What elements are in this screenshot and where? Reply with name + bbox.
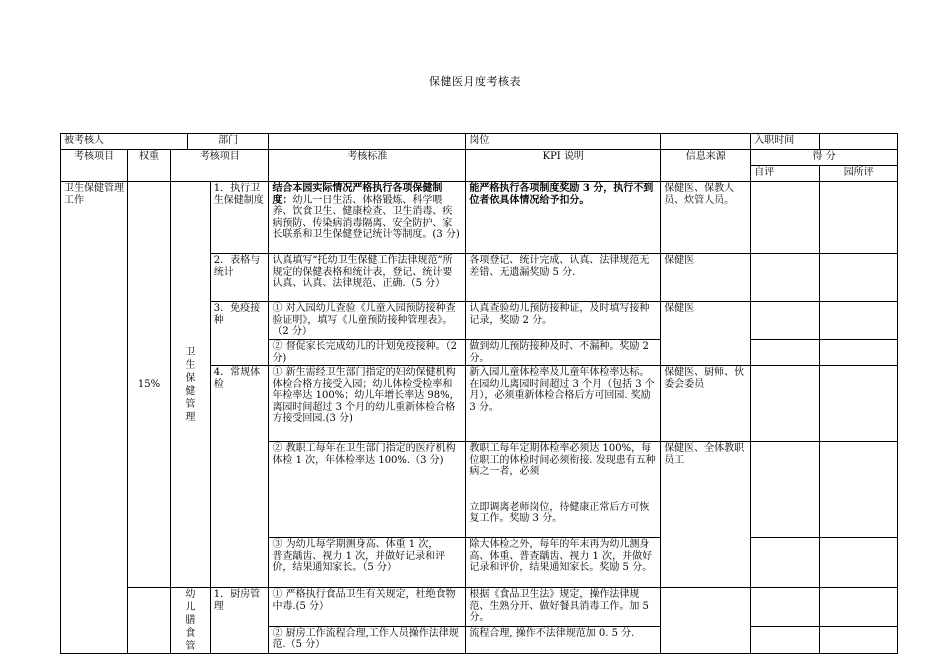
col-kpi: KPI 说明 <box>466 150 661 182</box>
garden-score-cell[interactable] <box>820 366 898 442</box>
col-standard: 考核标准 <box>269 150 466 182</box>
kpi-cell: 新入园儿童体检率及儿童年体检率达标。 在园幼儿离园时间超过 3 个月（包括 3 个月），必须重新体检合格后方可回园. 奖励 3 分。 <box>466 366 661 442</box>
item-cell: 1．厨房管理 <box>210 588 269 654</box>
kpi-text-1: 教职工每年定期体检率必须达 100%，每位职工的体检时间必须衔接. 发现患有五种病之一者，必须 <box>469 443 656 477</box>
position-label: 岗位 <box>466 134 661 150</box>
entry-time-value[interactable] <box>820 134 898 150</box>
item-cell: 1．执行卫生保健制度 <box>210 182 269 254</box>
standard-cell: ② 厨房工作流程合理,工作人员操作法律规范.（5 分） <box>269 626 466 653</box>
column-header-row <box>61 150 898 166</box>
col-item: 考核项目 <box>61 150 128 182</box>
position-value[interactable] <box>661 134 751 150</box>
standard-text: 幼儿一日生活、体格锻炼、科学喂养、饮食卫生、健康检查、卫生消毒、疾病预防、传染病消毒隔离、安全防护、家长联系和卫生保健登记统计等制度。(3 分) <box>272 194 460 240</box>
standard-cell: ② 教职工每年在卫生部门指定的医疗机构体检 1 次，年体检率达 100%.（3 分) <box>269 442 466 538</box>
standard-cell: ② 督促家长完成幼儿的计划免疫接种。（2 分) <box>269 340 466 366</box>
kpi-cell: 能严格执行各项制度奖励 3 分，执行不到位者依具体情况给予扣分。 <box>466 182 661 254</box>
kpi-cell: 根据《食品卫生法》规定，操作法律规范、生熟分开、做好餐具消毒工作。加 5 分。 <box>466 588 661 627</box>
col-score: 得 分 <box>751 150 898 166</box>
item-cell: 2．表格与统计 <box>210 254 269 302</box>
self-score-cell[interactable] <box>751 588 820 627</box>
standard-cell: 认真填写“托幼卫生保健工作法律规范”所规定的保健表格和统计表，登记、统计要认真、认真、法律规范、正确.（5 分） <box>269 254 466 302</box>
standard-cell: ③ 为幼儿每学期测身高、体重 1 次， 普查龋齿、视力 1 次，并做好记录和评价，结果通知家长。（5 分） <box>269 538 466 588</box>
header-row <box>61 134 898 150</box>
kpi-cell: 除大体检之外，每年的年末再为幼儿测身高、体重、普查龋齿、视力 1 次，并做好记录和评价，结果通知家长。奖励 5 分。 <box>466 538 661 588</box>
department-label: 部门 <box>187 134 269 150</box>
assessee-label: 被考核人 <box>61 134 188 150</box>
weight-cell-2 <box>128 588 171 654</box>
kpi-cell: 做到幼儿预防接种及时、不漏种。奖励 2 分。 <box>466 340 661 366</box>
self-score-cell[interactable] <box>751 340 820 366</box>
col-weight: 权重 <box>128 150 171 182</box>
col-source: 信息来源 <box>661 150 751 182</box>
table-row <box>61 588 898 627</box>
item-cell: 4．常规体检 <box>210 366 269 588</box>
kpi-cell: 流程合理, 操作不法律规范加 0. 5 分. <box>466 626 661 653</box>
col-garden: 园所评 <box>820 166 898 182</box>
self-score-cell[interactable] <box>751 626 820 653</box>
source-cell: 保健医、全体教职员工 <box>661 442 751 588</box>
garden-score-cell[interactable] <box>820 182 898 254</box>
self-score-cell[interactable] <box>751 366 820 442</box>
self-score-cell[interactable] <box>751 538 820 588</box>
kpi-text-2: 立即调离老师岗位，待健康正常后方可恢复工作。奖励 3 分。 <box>469 501 650 524</box>
self-score-cell[interactable] <box>751 254 820 302</box>
standard-bold: 结合本园实际情况严格执行各项保健制度： <box>272 183 443 206</box>
standard-cell: ① 严格执行食品卫生有关规定，杜绝食物中毒.(5 分） <box>269 588 466 627</box>
kpi-cell: 认真查验幼儿预防接种证，及时填写接种记录，奖励 2 分。 <box>466 302 661 340</box>
garden-score-cell[interactable] <box>820 340 898 366</box>
garden-score-cell[interactable] <box>820 254 898 302</box>
assessment-table <box>60 133 898 654</box>
col-self: 自评 <box>751 166 820 182</box>
kpi-cell <box>466 442 661 538</box>
sub-category-label: 卫生保健管理 <box>185 346 196 423</box>
self-score-cell[interactable] <box>751 182 820 254</box>
garden-score-cell[interactable] <box>820 302 898 340</box>
sub-category-label-2: 幼儿膳食管 <box>185 589 196 652</box>
source-cell: 保健医 <box>661 302 751 366</box>
sub-category-cell-2 <box>170 588 210 654</box>
source-cell <box>661 588 751 654</box>
weight-cell: 15% <box>128 182 171 588</box>
category-cell: 卫生保健管理工作 <box>61 182 128 654</box>
garden-score-cell[interactable] <box>820 442 898 538</box>
self-score-cell[interactable] <box>751 442 820 538</box>
page-title: 保健医月度考核表 <box>429 75 521 88</box>
entry-time-label: 入职时间 <box>751 134 820 150</box>
department-value[interactable] <box>269 134 466 150</box>
standard-cell: ① 新生需经卫生部门指定的妇幼保健机构体检合格方接受入园；幼儿体检受检率和年检率达 100%；幼儿年增长率达 98%，离园时间超过 3 个月的幼儿重新体检合格方接受回园.(3 分) <box>269 366 466 442</box>
item-cell: 3．免疫接种 <box>210 302 269 366</box>
col-item2: 考核项目 <box>170 150 268 182</box>
sub-category-cell <box>170 182 210 588</box>
table-row <box>61 182 898 254</box>
garden-score-cell[interactable] <box>820 626 898 653</box>
garden-score-cell[interactable] <box>820 538 898 588</box>
source-cell: 保健医、保教人员、炊管人员。 <box>661 182 751 254</box>
standard-cell <box>269 182 466 254</box>
self-score-cell[interactable] <box>751 302 820 340</box>
kpi-cell: 各项登记、统计完成、认真、法律规范无差错、无遗漏奖励 5 分. <box>466 254 661 302</box>
source-cell: 保健医、厨师、伙委会委员 <box>661 366 751 442</box>
garden-score-cell[interactable] <box>820 588 898 627</box>
source-cell: 保健医 <box>661 254 751 302</box>
standard-cell: ① 对入园幼儿查验《儿童入园预防接种查验证明》，填写《儿童预防接种管理表》。（2 分） <box>269 302 466 340</box>
